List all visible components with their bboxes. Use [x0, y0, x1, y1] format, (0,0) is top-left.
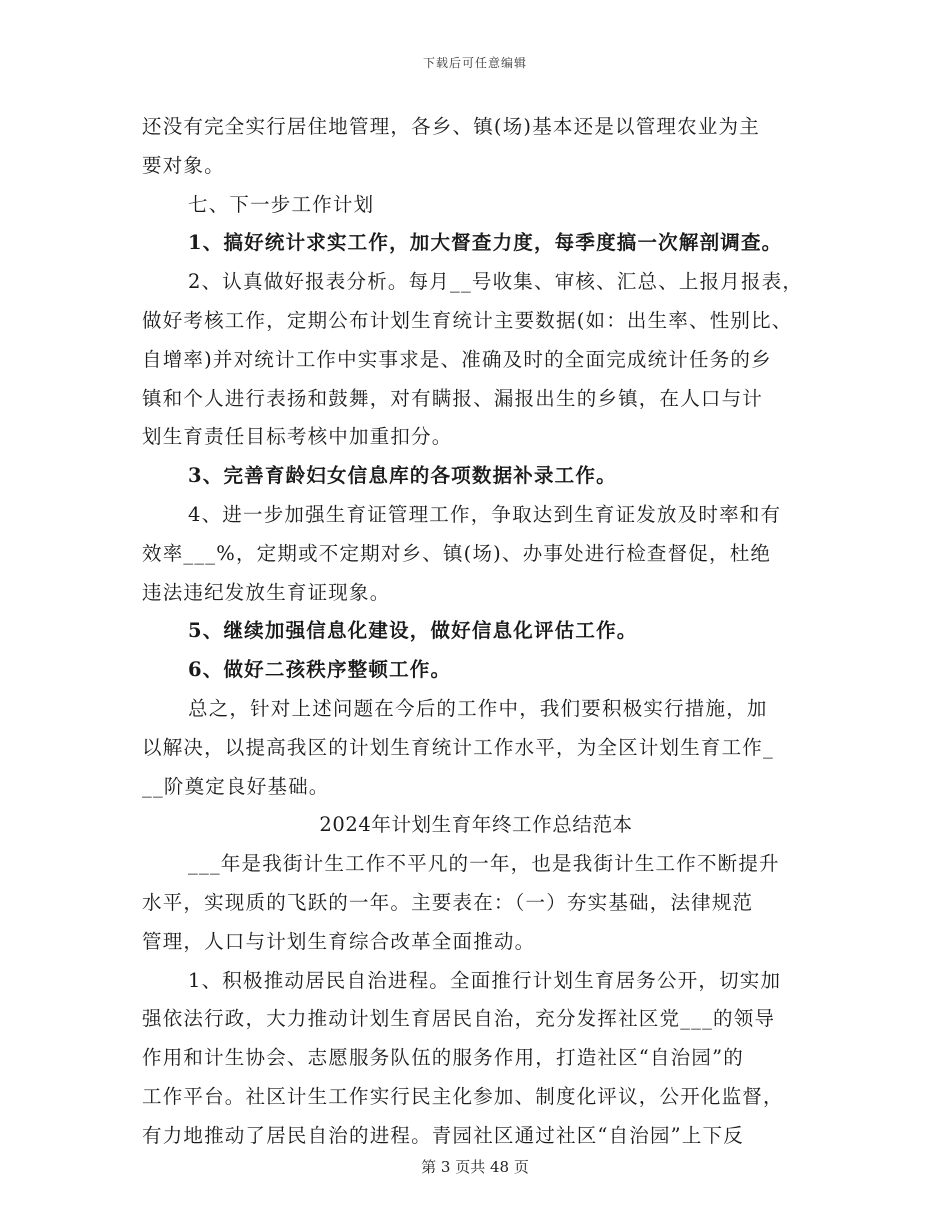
text-line: 以解决，以提高我区的计划生育统计工作水平，为全区计划生育工作_ [142, 735, 774, 759]
document-body [142, 108, 810, 1156]
text-line: 要对象。 [142, 153, 225, 177]
intro-paragraph: ___年是我街计生工作不平凡的一年，也是我街计生工作不断提升 [188, 852, 780, 876]
page-number: 第 3 页共 48 页 [421, 1158, 529, 1176]
text-line: 划生育责任目标考核中加重扣分。 [142, 425, 453, 449]
plan-item-1: 1、搞好统计求实工作，加大督查力度，每季度搞一次解剖调查。 [188, 231, 783, 255]
plan-item-5: 5、继续加强信息化建设，做好信息化评估工作。 [188, 619, 638, 643]
text-line: __阶奠定良好基础。 [142, 774, 330, 798]
plan-item-2: 2、认真做好报表分析。每月__号收集、审核、汇总、上报月报表， [188, 270, 804, 294]
plan-item-4: 4、进一步加强生育证管理工作，争取达到生育证发放及时率和有 [188, 502, 782, 526]
text-line: 效率___%，定期或不定期对乡、镇(场)、办事处进行检查督促，杜绝 [142, 541, 772, 565]
text-line: 有力地推动了居民自治的进程。青园社区通过社区“自治园”上下反 [142, 1123, 744, 1147]
text-line: 违法违纪发放生育证现象。 [142, 580, 391, 604]
text-line: 还没有完全实行居住地管理，各乡、镇(场)基本还是以管理农业为主 [142, 115, 760, 138]
text-line: 镇和个人进行表扬和鼓舞，对有瞒报、漏报出生的乡镇，在人口与计 [142, 386, 764, 410]
text-line: 作用和计生协会、志愿服务队伍的服务作用，打造社区“自治园”的 [142, 1046, 744, 1070]
text-line: 工作平台。社区计生工作实行民主化参加、制度化评议，公开化监督， [142, 1084, 784, 1108]
plan-item-6: 6、做好二孩秩序整顿工作。 [188, 658, 452, 682]
point-1-paragraph: 1、积极推动居民自治进程。全面推行计划生育居务公开，切实加 [188, 968, 782, 992]
text-line: 管理，人口与计划生育综合改革全面推动。 [142, 929, 536, 953]
page-header: 下载后可任意编辑 [422, 56, 527, 70]
section-heading: 七、下一步工作计划 [188, 192, 375, 216]
text-line: 强依法行政，大力推动计划生育居民自治，充分发挥社区党___的领导 [142, 1007, 776, 1031]
document-title: 2024年计划生育年终工作总结范本 [319, 813, 633, 837]
text-line: 水平，实现质的飞跃的一年。主要表在：（一）夯实基础，法律规范 [142, 890, 754, 914]
plan-item-3: 3、完善育龄妇女信息库的各项数据补录工作。 [188, 464, 617, 488]
conclusion-paragraph: 总之，针对上述问题在今后的工作中，我们要积极实行措施，加 [188, 696, 768, 720]
text-line: 做好考核工作，定期公布计划生育统计主要数据(如：出生率、性别比、 [142, 308, 793, 332]
text-line: 自增率)并对统计工作中实事求是、准确及时的全面完成统计任务的乡 [142, 347, 772, 371]
